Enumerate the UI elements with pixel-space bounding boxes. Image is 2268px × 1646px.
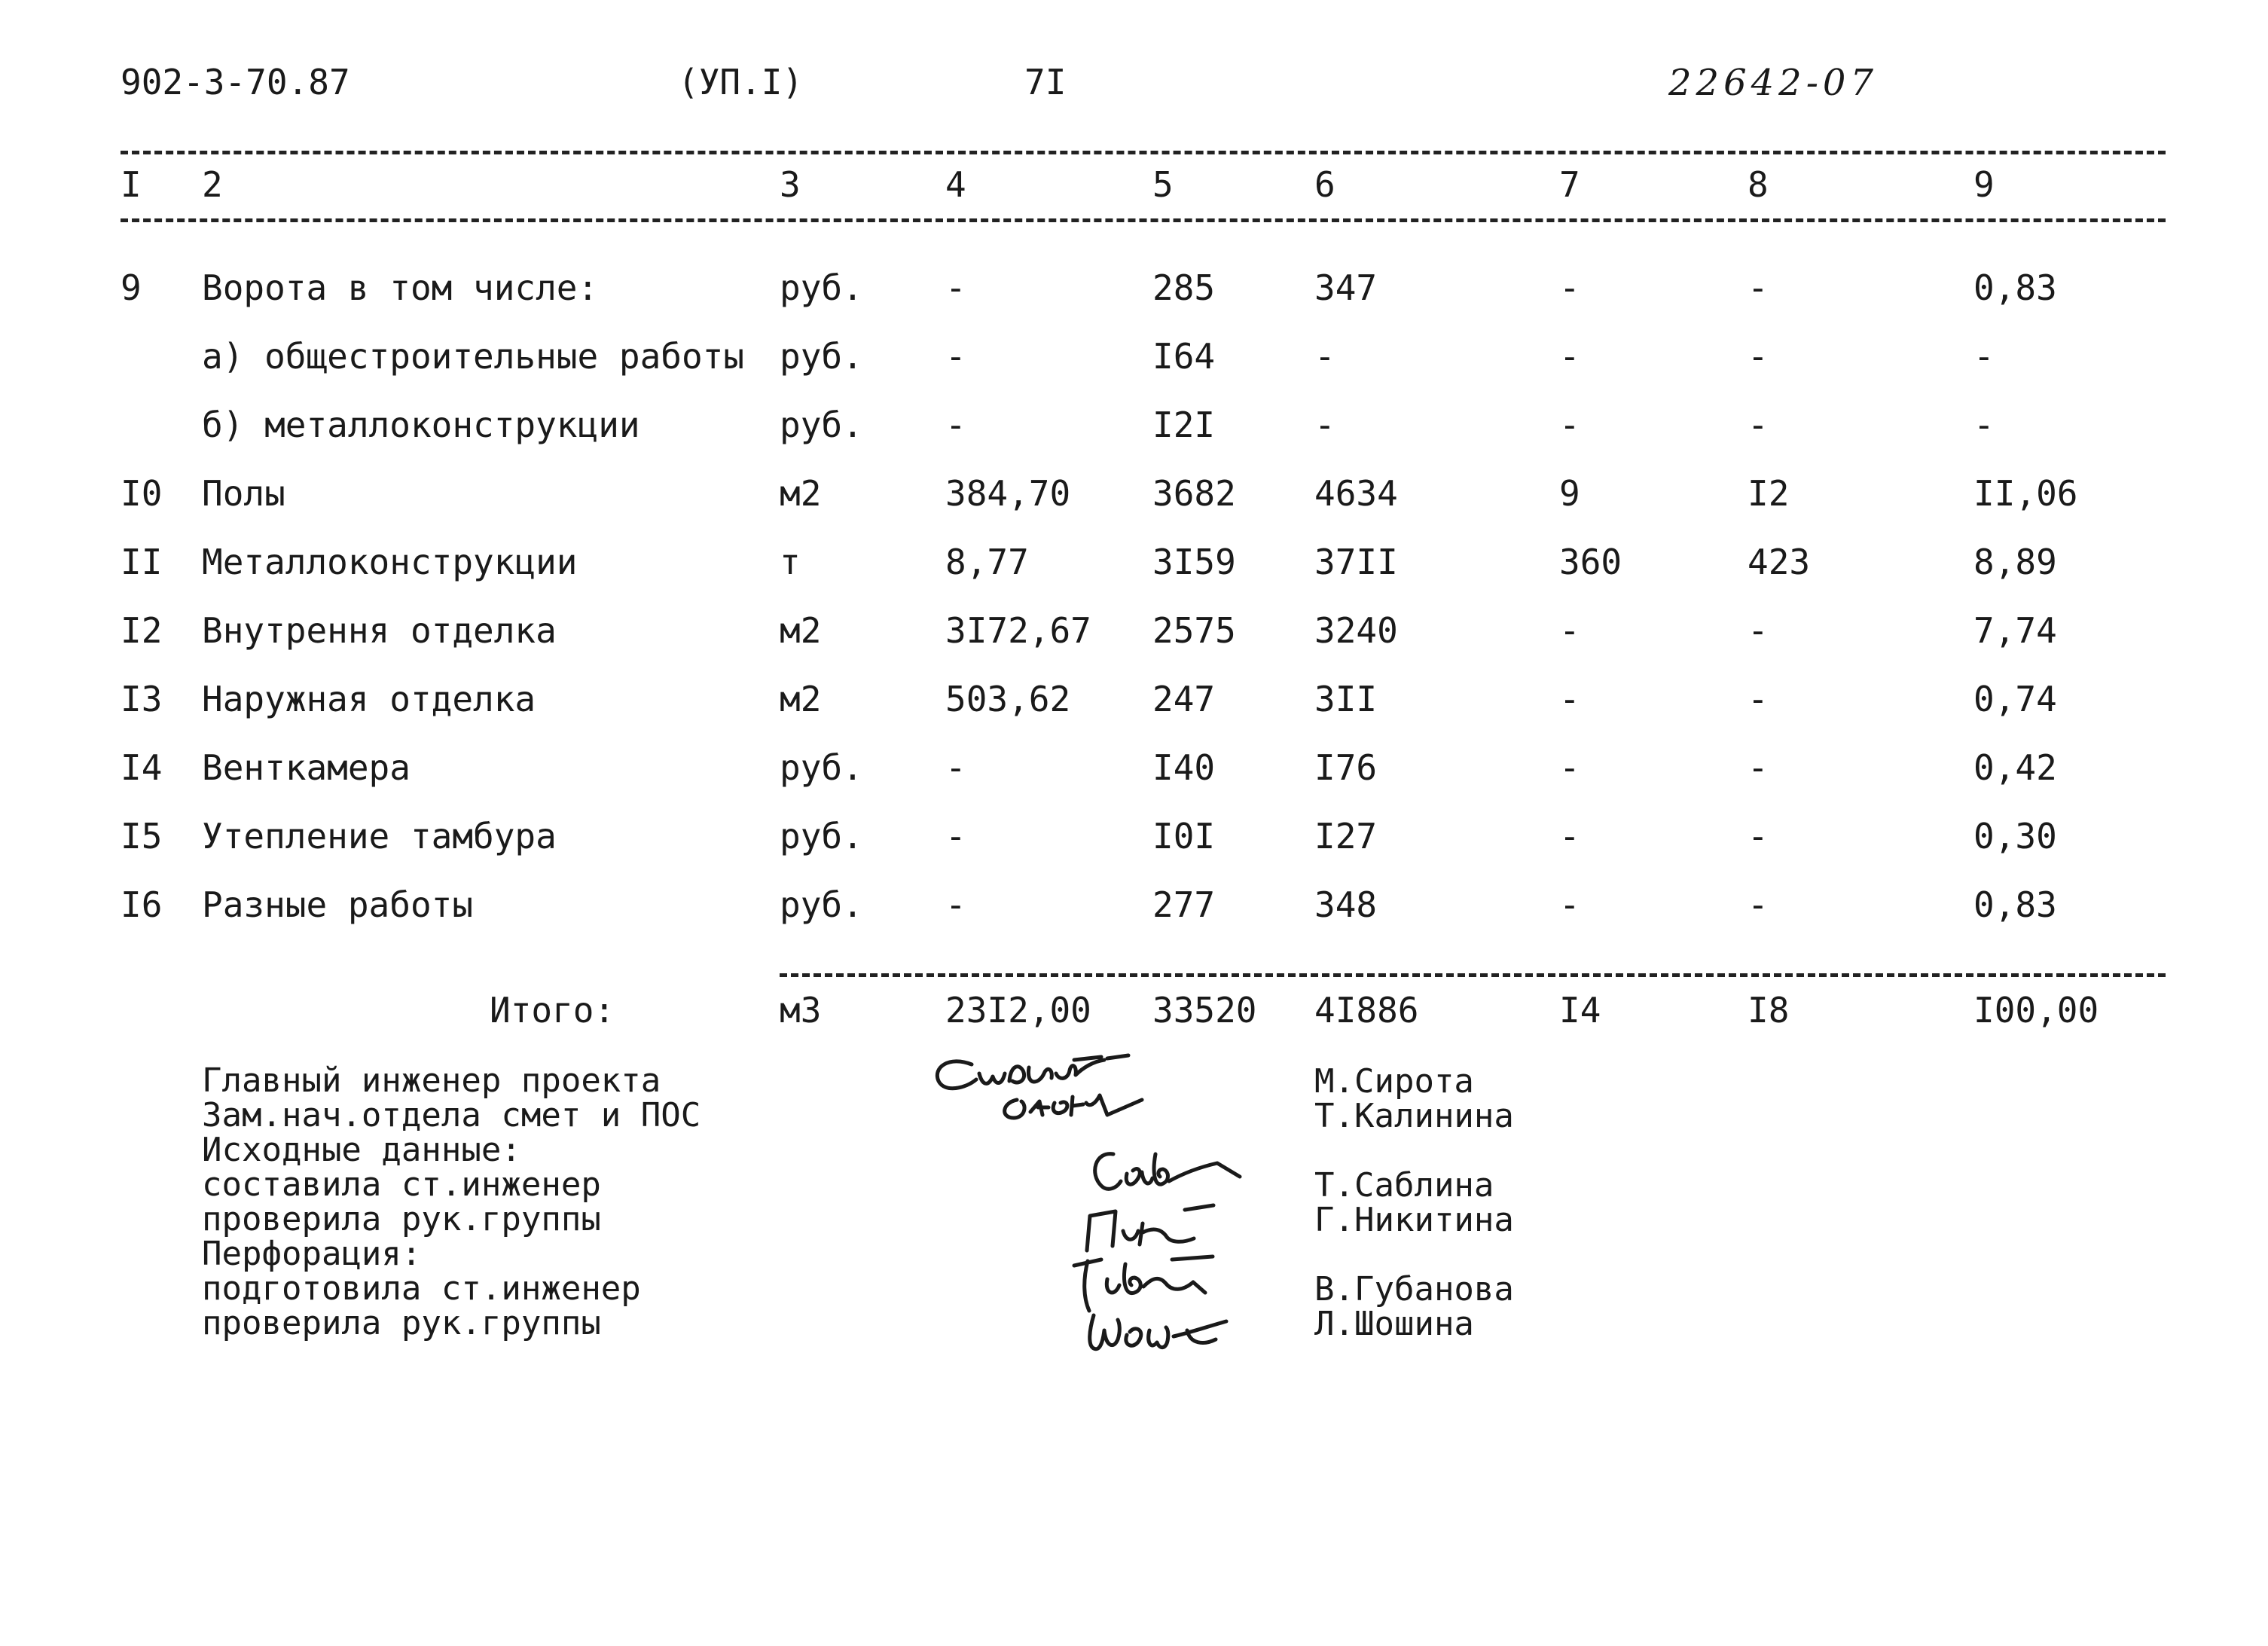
row-col9: 0,83 xyxy=(1973,884,2057,925)
row-unit: руб. xyxy=(780,336,863,377)
row-name: Внутрення отделка xyxy=(202,610,557,651)
column-number: 6 xyxy=(1314,164,1335,205)
signer-name: М.Сирота xyxy=(1314,1062,1474,1101)
row-col9: 7,74 xyxy=(1973,610,2057,651)
row-unit: руб. xyxy=(780,747,863,788)
role-line: Исходные данные: xyxy=(202,1131,521,1169)
total-col5: 33520 xyxy=(1152,990,1257,1031)
row-name: Наружная отделка xyxy=(202,679,536,719)
row-name: Полы xyxy=(202,473,285,514)
row-col8: - xyxy=(1748,816,1769,857)
row-name: а) общестроительные работы xyxy=(202,336,745,377)
signer-name: Т.Калинина xyxy=(1314,1097,1514,1135)
row-unit: руб. xyxy=(780,816,863,857)
row-col5: 247 xyxy=(1152,679,1216,719)
total-col4: 23I2,00 xyxy=(945,990,1091,1031)
row-col4: 503,62 xyxy=(945,679,1071,719)
row-col8: - xyxy=(1748,267,1769,308)
row-col5: 3682 xyxy=(1152,473,1236,514)
row-number: I2 xyxy=(121,610,163,651)
row-col8: - xyxy=(1748,610,1769,651)
row-col5: I0I xyxy=(1152,816,1216,857)
column-number: 2 xyxy=(202,164,223,205)
row-col7: - xyxy=(1559,405,1580,445)
row-col8: - xyxy=(1748,405,1769,445)
row-col6: - xyxy=(1314,336,1335,377)
signer-name: В.Губанова xyxy=(1314,1270,1514,1309)
row-col6: 37II xyxy=(1314,542,1398,582)
role-line: проверила рук.группы xyxy=(202,1304,601,1342)
row-col8: - xyxy=(1748,679,1769,719)
signer-name: Г.Никитина xyxy=(1314,1201,1514,1239)
row-col5: 2575 xyxy=(1152,610,1236,651)
signer-name: Т.Саблина xyxy=(1314,1166,1494,1205)
row-col4: 3I72,67 xyxy=(945,610,1091,651)
row-unit: руб. xyxy=(780,405,863,445)
row-col4: - xyxy=(945,405,966,445)
total-col9: I00,00 xyxy=(1973,990,2099,1031)
row-col9: II,06 xyxy=(1973,473,2078,514)
column-number: 8 xyxy=(1748,164,1769,205)
signer-name: Л.Шошина xyxy=(1314,1305,1474,1343)
row-col5: 285 xyxy=(1152,267,1216,308)
row-col6: - xyxy=(1314,405,1335,445)
total-unit: м3 xyxy=(780,990,822,1031)
row-col5: 3I59 xyxy=(1152,542,1236,582)
role-line: проверила рук.группы xyxy=(202,1200,601,1238)
row-col6: I76 xyxy=(1314,747,1378,788)
row-name: Утепление тамбура xyxy=(202,816,557,857)
row-col9: 0,74 xyxy=(1973,679,2057,719)
row-name: Ворота в том числе: xyxy=(202,267,599,308)
column-number: 9 xyxy=(1973,164,1995,205)
role-line: Зам.нач.отдела смет и ПОС xyxy=(202,1096,701,1134)
row-col5: I64 xyxy=(1152,336,1216,377)
row-unit: руб. xyxy=(780,267,863,308)
row-col8: - xyxy=(1748,884,1769,925)
total-label: Итого: xyxy=(490,990,615,1031)
section-label: (УП.I) xyxy=(678,62,804,102)
row-number: I4 xyxy=(121,747,163,788)
row-col5: I2I xyxy=(1152,405,1216,445)
row-col7: 9 xyxy=(1559,473,1580,514)
row-col5: 277 xyxy=(1152,884,1216,925)
row-col6: 3II xyxy=(1314,679,1378,719)
column-number: 3 xyxy=(780,164,801,205)
row-col6: 4634 xyxy=(1314,473,1398,514)
row-col7: - xyxy=(1559,610,1580,651)
rule-top xyxy=(121,151,2166,154)
inventory-number: 22642-07 xyxy=(1668,62,1878,104)
row-col9: - xyxy=(1973,336,1995,377)
row-col9: 8,89 xyxy=(1973,542,2057,582)
column-number: 7 xyxy=(1559,164,1580,205)
row-col4: - xyxy=(945,747,966,788)
row-unit: м2 xyxy=(780,679,822,719)
row-number: 9 xyxy=(121,267,142,308)
row-col7: 360 xyxy=(1559,542,1622,582)
row-col6: 3240 xyxy=(1314,610,1398,651)
column-number: 5 xyxy=(1152,164,1174,205)
signature-kalinina xyxy=(994,1085,1152,1130)
document-number: 902-3-70.87 xyxy=(121,62,350,102)
role-line: подготовила ст.инженер xyxy=(202,1269,641,1308)
column-number: I xyxy=(121,164,142,205)
row-col7: - xyxy=(1559,267,1580,308)
signature-shoshina xyxy=(1077,1300,1273,1368)
row-col4: - xyxy=(945,336,966,377)
row-name: б) металлоконструкции xyxy=(202,405,640,445)
total-col8: I8 xyxy=(1748,990,1790,1031)
role-line: Главный инженер проекта xyxy=(202,1061,661,1100)
row-col6: 348 xyxy=(1314,884,1378,925)
total-col7: I4 xyxy=(1559,990,1601,1031)
row-col7: - xyxy=(1559,747,1580,788)
row-number: I6 xyxy=(121,884,163,925)
row-col4: - xyxy=(945,884,966,925)
row-col4: 384,70 xyxy=(945,473,1071,514)
row-name: Металлоконструкции xyxy=(202,542,578,582)
row-col5: I40 xyxy=(1152,747,1216,788)
row-col8: - xyxy=(1748,336,1769,377)
rule-total xyxy=(780,973,2166,977)
row-col8: 423 xyxy=(1748,542,1811,582)
row-col7: - xyxy=(1559,679,1580,719)
row-unit: м2 xyxy=(780,610,822,651)
row-name: Разные работы xyxy=(202,884,474,925)
row-col4: 8,77 xyxy=(945,542,1029,582)
role-line: составила ст.инженер xyxy=(202,1165,601,1204)
row-col9: 0,30 xyxy=(1973,816,2057,857)
row-col4: - xyxy=(945,267,966,308)
row-col4: - xyxy=(945,816,966,857)
row-number: I3 xyxy=(121,679,163,719)
row-col7: - xyxy=(1559,884,1580,925)
column-number: 4 xyxy=(945,164,966,205)
page-number: 7I xyxy=(1024,62,1067,102)
row-number: I0 xyxy=(121,473,163,514)
row-name: Венткамера xyxy=(202,747,411,788)
row-unit: т xyxy=(780,542,801,582)
row-col6: 347 xyxy=(1314,267,1378,308)
signature-sablina xyxy=(1085,1144,1265,1204)
row-col9: - xyxy=(1973,405,1995,445)
row-unit: м2 xyxy=(780,473,822,514)
row-col9: 0,42 xyxy=(1973,747,2057,788)
row-number: I5 xyxy=(121,816,163,857)
row-col9: 0,83 xyxy=(1973,267,2057,308)
role-line: Перфорация: xyxy=(202,1235,422,1273)
row-col8: I2 xyxy=(1748,473,1790,514)
row-number: II xyxy=(121,542,163,582)
row-col8: - xyxy=(1748,747,1769,788)
row-col6: I27 xyxy=(1314,816,1378,857)
row-col7: - xyxy=(1559,336,1580,377)
total-col6: 4I886 xyxy=(1314,990,1419,1031)
row-unit: руб. xyxy=(780,884,863,925)
rule-under-header xyxy=(121,218,2166,222)
row-col7: - xyxy=(1559,816,1580,857)
